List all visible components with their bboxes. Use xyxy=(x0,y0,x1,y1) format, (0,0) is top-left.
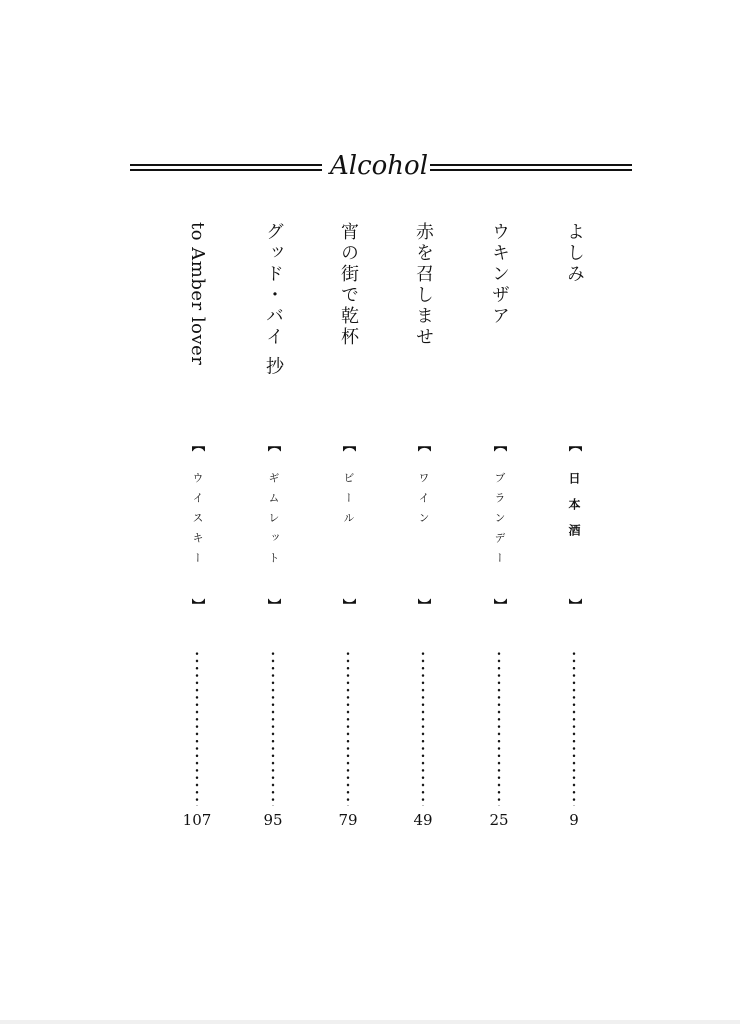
entry-category: ワイン xyxy=(417,472,430,532)
entry-title: to Amber lover xyxy=(187,222,208,366)
entry-title: グッド・バイ 抄 xyxy=(263,222,284,378)
entry-category: 日本酒 xyxy=(567,472,581,550)
toc-entry-aka-wo-meshimase[interactable] xyxy=(408,222,438,832)
dot-leader xyxy=(346,650,350,806)
bracket-close: 】 xyxy=(189,598,205,612)
entry-category: ビール xyxy=(342,472,355,532)
entry-page-number: 79 xyxy=(338,811,358,829)
bracket-close: 】 xyxy=(491,598,507,612)
entry-title: 赤を召しませ xyxy=(413,222,434,348)
entry-page-number: 95 xyxy=(263,811,283,829)
bracket-close: 】 xyxy=(265,598,281,612)
toc-entry-yoi-no-machi[interactable] xyxy=(333,222,363,832)
page-bottom-edge xyxy=(0,1020,740,1024)
bracket-open: 【 xyxy=(415,438,431,452)
toc-entry-ukinzaa[interactable] xyxy=(484,222,514,832)
bracket-open: 【 xyxy=(491,438,507,452)
dot-leader xyxy=(421,650,425,806)
bracket-open: 【 xyxy=(340,438,356,452)
header-rule-left xyxy=(130,164,322,171)
bracket-close: 】 xyxy=(415,598,431,612)
entry-category: ブランデー xyxy=(493,472,506,572)
toc-title: Alcohol xyxy=(330,151,429,181)
entry-page-number: 25 xyxy=(489,811,509,829)
dot-leader xyxy=(497,650,501,806)
dot-leader xyxy=(195,650,199,806)
entry-category: ギムレット xyxy=(267,472,280,572)
bracket-open: 【 xyxy=(265,438,281,452)
toc-entry-to-amber-lover[interactable] xyxy=(182,222,212,832)
entry-title: ウキンザア xyxy=(489,222,510,327)
entry-title: よしみ xyxy=(564,222,585,285)
dot-leader xyxy=(271,650,275,806)
entry-page-number: 107 xyxy=(182,811,212,829)
toc-header xyxy=(130,148,632,186)
bracket-open: 【 xyxy=(189,438,205,452)
dot-leader xyxy=(572,650,576,806)
entry-category: ウイスキー xyxy=(191,472,204,572)
toc-entry-yoshimi[interactable] xyxy=(559,222,589,832)
bracket-close: 】 xyxy=(566,598,582,612)
entry-page-number: 9 xyxy=(569,811,579,829)
entry-page-number: 49 xyxy=(413,811,433,829)
toc-entry-good-bye[interactable] xyxy=(258,222,288,832)
bracket-open: 【 xyxy=(566,438,582,452)
bracket-close: 】 xyxy=(340,598,356,612)
entry-title: 宵の街で乾杯 xyxy=(338,222,359,348)
header-rule-right xyxy=(430,164,632,171)
